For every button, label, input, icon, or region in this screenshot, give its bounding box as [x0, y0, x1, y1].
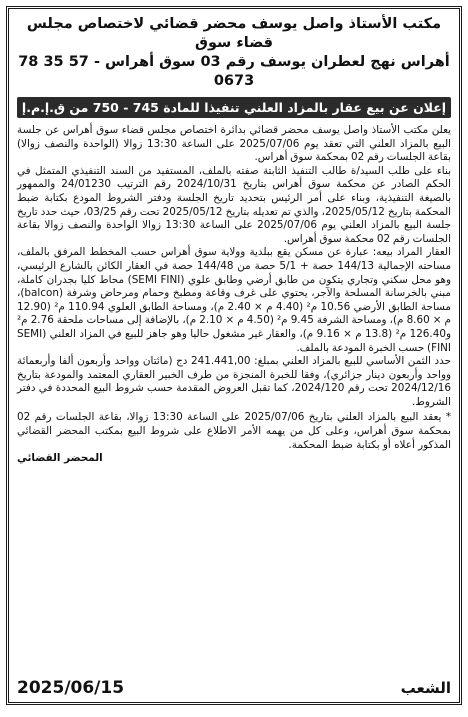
notice-paragraph-4: حدد الثمن الأساسي للبيع بالمزاد العلني بمبلغ: 241.441,00 دج (مائتان وواحد وأربعون ألفا وأربعمائة وواحد وأربعون دينار جزائري)، وفقا للخبرة المنجزة من طرف الخبير العقاري المعتمد والمودعة بتاريخ 2024/12/16 تحت رقم 2024/120، كما تقبل العروض المقدمة حسب شروط البيع المحددة في دفتر الشروط. [17, 355, 451, 408]
publication-name: الشعب [400, 679, 451, 697]
legal-notice [6, 6, 462, 705]
bailiff-office-line: مكتب الأستاذ واصل يوسف محضر قضائي لاختصاص مجلس قضاء سوق [26, 16, 442, 51]
notice-header [17, 15, 451, 91]
notice-paragraph-1: يعلن مكتب الأستاذ واصل يوسف محضر قضائي بدائرة اختصاص مجلس قضاء سوق أهراس عن جلسة البيع بالمزاد العلني التي تعقد يوم 2025/07/06 على الساعة 13:30 زوالا (الواحدة والنصف زوالا) بقاعة الجلسات رقم 02 بمحكمة سوق أهراس. [17, 124, 452, 164]
publication-date: 2025/06/15 [17, 678, 125, 698]
notice-title-banner: إعلان عن بيع عقار بالمزاد العلني تنفيذا للمادة 745 - 750 من ق.إ.م.إ [17, 97, 451, 118]
notice-paragraph-2: بناء على طلب السيد/ة طالب التنفيذ الثابتة صفته بالملف، المستفيد من السند التنفيذي المتمثل في الحكم الصادر عن محكمة سوق أهراس بتاريخ 2024/10/31 رقم الترتيب 24/01230 والممهور بالصيغة التنفيذية، وبناء على أمر الرئيس بتحديد تاريخ الجلسة ودفتر الشروط المودع بكتابة ضبط المحكمة بتاريخ 2025/05/12، والذي تم تعديله بتاريخ 2025/05/12 تحت رقم 03/25، حيث حدد تاريخ جلسة البيع بالمزاد العلني يوم 2025/07/06 على الساعة 13:30 زوالا الواحدة والنصف زوالا بقاعة الجلسات رقم 02 محكمة سوق أهراس. [17, 164, 452, 245]
signature: المحضر القضائي [17, 452, 103, 465]
bailiff-address-line: أهراس نهج لعطران يوسف رقم 03 سوق أهراس - 57 35 78 0673 [18, 54, 450, 89]
notice-paragraph-3: العقار المراد بيعه: عبارة عن مسكن يقع ببلدية وولاية سوق أهراس حسب المخطط المرفق بالملف، مساحته الإجمالية 144/13 حصة + 5/1 حصة من 144/48 حصة في العقار الكائن بالشارع الرئيسي، وهو محل سكني وتجاري يتكون من طابق أرضي وطابق علوي (SEMI FINI) محاط كليا بجدران كاملة، مبني بالخرسانة المسلحة والآجر، يحتوي على غرف وقاعة ومطبخ وحمام ومرحاض وشرفة (balcon)، مساحة الطابق الأرضي 10.56 م² (4.40 م × 2.40 م)، ومساحة الطابق العلوي 110.94 م² (12.90 م × 8.60 م)، ومساحة الشرفة 9.45 م² (4.50 م × 2.10 م)، بالإضافة إلى مساحات ملحقة 2.76 م² و126.40 م² (13.8 م × 9.16 م)، والعقار غير مشغول حاليا وهو جاهز للبيع في المزاد العلني (SEMI FINI) حسب الخبرة المودعة بالملف. [17, 246, 452, 354]
notice-body [17, 124, 451, 409]
notice-closing: * يعقد البيع بالمزاد العلني بتاريخ 2025/07/06 على الساعة 13:30 زوالا، بقاعة الجلسات رقم 02 بمحكمة سوق أهراس، وعلى كل من يهمه الأمر الاطلاع على شروط البيع بمكتب المحضر القضائي المذكور أعلاه أو بكتابة ضبط المحكمة. [17, 411, 452, 451]
notice-footer [17, 678, 451, 698]
